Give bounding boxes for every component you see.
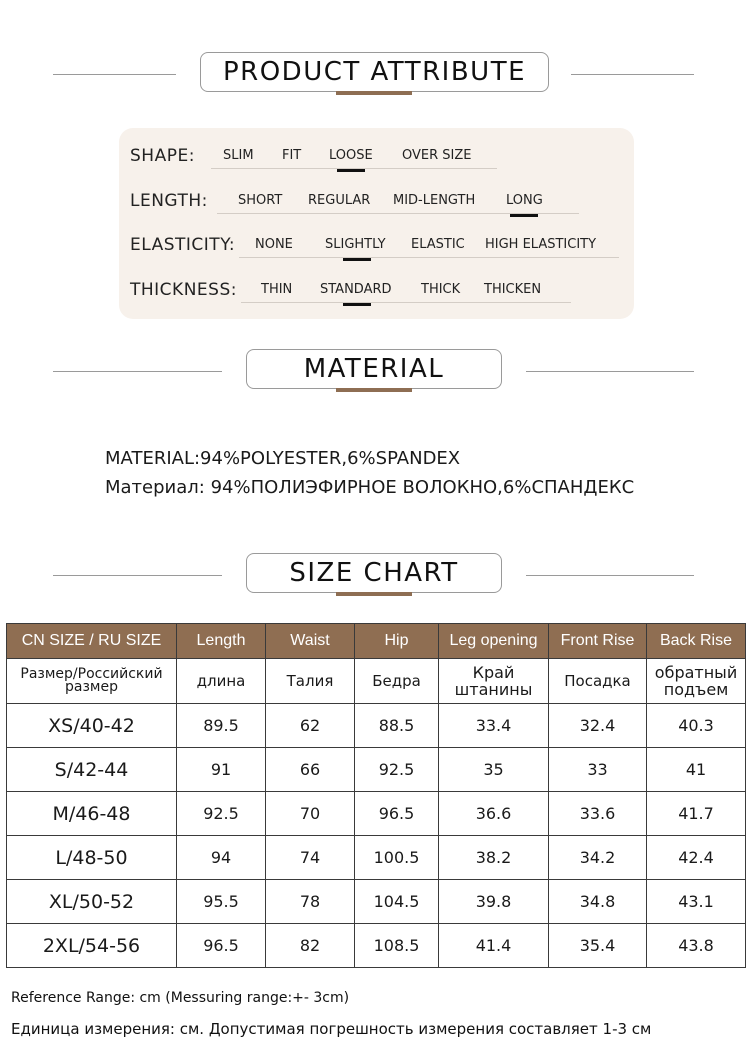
option-thicken: THICKEN: [484, 282, 542, 297]
table-cell: 41.7: [647, 792, 746, 836]
material-header: [0, 349, 750, 399]
table-cell: 66: [266, 748, 355, 792]
option-slim: SLIM: [223, 148, 254, 163]
subheader-cell: [7, 659, 177, 704]
table-cell: 108.5: [355, 924, 439, 968]
subheader-text: размер: [65, 679, 118, 695]
table-cell: 33.6: [549, 792, 647, 836]
table-cell: 33: [549, 748, 647, 792]
table-cell: 104.5: [355, 880, 439, 924]
option-standard: STANDARD: [320, 282, 392, 297]
subheader-text: Бедра: [372, 671, 421, 690]
divider-left: [53, 371, 222, 372]
table-cell: 95.5: [177, 880, 266, 924]
table-cell: 33.4: [439, 704, 549, 748]
table-cell: XL/50-52: [7, 880, 177, 924]
subheader-cell: [439, 659, 549, 704]
material-ru-value: 94%ПОЛИЭФИРНОЕ ВОЛОКНО,6%СПАНДЕКС: [210, 477, 635, 498]
attribute-label: THICKNESS:: [130, 280, 237, 300]
divider-right: [526, 575, 694, 576]
subheader-cell: [355, 659, 439, 704]
table-cell: 82: [266, 924, 355, 968]
size-chart-table: [6, 623, 746, 968]
attribute-row-elasticity: [119, 231, 634, 261]
table-cell: L/48-50: [7, 836, 177, 880]
option-thick: THICK: [421, 282, 461, 297]
subheader-text: Посадка: [564, 671, 631, 690]
subheader-text: подъем: [663, 680, 729, 699]
table-cell: 92.5: [355, 748, 439, 792]
table-cell: M/46-48: [7, 792, 177, 836]
table-cell: 36.6: [439, 792, 549, 836]
table-row: [7, 792, 746, 836]
table-row: [7, 924, 746, 968]
product-attribute-header: [0, 52, 750, 102]
option-none: NONE: [255, 237, 293, 252]
option-long: LONG: [506, 193, 543, 208]
attribute-label: LENGTH:: [130, 191, 208, 211]
attribute-row-thickness: [119, 276, 634, 306]
subheader-cell: [549, 659, 647, 704]
option-over-size: OVER SIZE: [402, 148, 472, 163]
section-title-text: SIZE CHART: [289, 558, 459, 588]
header-cell: Back Rise: [647, 624, 746, 659]
table-cell: 38.2: [439, 836, 549, 880]
header-cell: Hip: [355, 624, 439, 659]
title-accent-bar: [336, 592, 412, 596]
divider-left: [53, 74, 176, 75]
subheader-cell: [647, 659, 746, 704]
attribute-rule: [241, 302, 571, 303]
attribute-panel: [119, 128, 634, 319]
table-cell: 100.5: [355, 836, 439, 880]
table-cell: 92.5: [177, 792, 266, 836]
table-row: [7, 748, 746, 792]
table-cell: 78: [266, 880, 355, 924]
table-row: [7, 704, 746, 748]
header-cell: Leg opening: [439, 624, 549, 659]
option-regular: REGULAR: [308, 193, 371, 208]
selected-mark: [337, 169, 365, 172]
option-high-elasticity: HIGH ELASTICITY: [485, 237, 597, 252]
option-elastic: ELASTIC: [411, 237, 465, 252]
title-accent-bar: [336, 388, 412, 392]
header-cell: CN SIZE / RU SIZE: [7, 624, 177, 659]
table-cell: 62: [266, 704, 355, 748]
table-cell: 34.2: [549, 836, 647, 880]
table-cell: 35.4: [549, 924, 647, 968]
table-cell: 43.1: [647, 880, 746, 924]
divider-left: [53, 575, 222, 576]
attribute-row-length: [119, 187, 634, 217]
option-fit: FIT: [282, 148, 302, 163]
size-chart-header: [0, 553, 750, 603]
option-loose: LOOSE: [329, 148, 373, 163]
table-cell: 96.5: [355, 792, 439, 836]
attribute-label: ELASTICITY:: [130, 235, 236, 255]
header-cell: Front Rise: [549, 624, 647, 659]
title-accent-bar: [336, 91, 412, 95]
material-ru: [105, 477, 634, 498]
table-cell: 41: [647, 748, 746, 792]
selected-mark: [510, 214, 538, 217]
subheader-text: обратный: [654, 663, 738, 682]
option-mid-length: MID-LENGTH: [393, 193, 476, 208]
table-cell: 35: [439, 748, 549, 792]
table-cell: 39.8: [439, 880, 549, 924]
table-cell: 89.5: [177, 704, 266, 748]
measurement-note: Единица измерения: см. Допустимая погрешность измерения составляет 1-3 см: [11, 1020, 652, 1038]
material-ru-label: Материал:: [105, 477, 205, 498]
section-title-text: MATERIAL: [303, 354, 445, 384]
section-title: [246, 553, 502, 593]
attribute-row-shape: [119, 142, 634, 172]
divider-right: [526, 371, 694, 372]
selected-mark: [343, 258, 371, 261]
table-cell: S/42-44: [7, 748, 177, 792]
table-row: [7, 880, 746, 924]
section-title: [200, 52, 549, 92]
subheader-text: Край: [472, 663, 515, 682]
subheader-text: штанины: [454, 680, 533, 699]
section-title-text: PRODUCT ATTRIBUTE: [222, 57, 527, 87]
subheader-text: Талия: [286, 671, 334, 690]
table-cell: 91: [177, 748, 266, 792]
material-en-label: MATERIAL:: [105, 448, 201, 469]
divider-right: [571, 74, 694, 75]
table-cell: 34.8: [549, 880, 647, 924]
section-title: [246, 349, 502, 389]
table-cell: 32.4: [549, 704, 647, 748]
subheader-text: длина: [196, 671, 246, 690]
table-cell: 96.5: [177, 924, 266, 968]
attribute-rule: [239, 257, 619, 258]
header-cell: Length: [177, 624, 266, 659]
table-cell: 94: [177, 836, 266, 880]
selected-mark: [343, 303, 371, 306]
attribute-label: SHAPE:: [130, 146, 195, 166]
table-header-row: [7, 624, 746, 659]
table-cell: 43.8: [647, 924, 746, 968]
table-cell: 70: [266, 792, 355, 836]
option-slightly: SLIGHTLY: [325, 237, 386, 252]
table-cell: 40.3: [647, 704, 746, 748]
subheader-text: Размер/Российский: [20, 666, 163, 682]
reference-note: Reference Range: cm (Messuring range:+- 3cm): [11, 990, 350, 1006]
table-cell: 74: [266, 836, 355, 880]
table-cell: 41.4: [439, 924, 549, 968]
header-cell: Waist: [266, 624, 355, 659]
table-row: [7, 836, 746, 880]
subheader-cell: [266, 659, 355, 704]
table-cell: XS/40-42: [7, 704, 177, 748]
table-cell: 42.4: [647, 836, 746, 880]
table-cell: 2XL/54-56: [7, 924, 177, 968]
option-thin: THIN: [261, 282, 293, 297]
material-en-value: 94%POLYESTER,6%SPANDEX: [200, 448, 461, 469]
subheader-cell: [177, 659, 266, 704]
option-short: SHORT: [238, 193, 283, 208]
table-subheader-row: [7, 659, 746, 704]
table-cell: 88.5: [355, 704, 439, 748]
material-en: [105, 448, 460, 469]
